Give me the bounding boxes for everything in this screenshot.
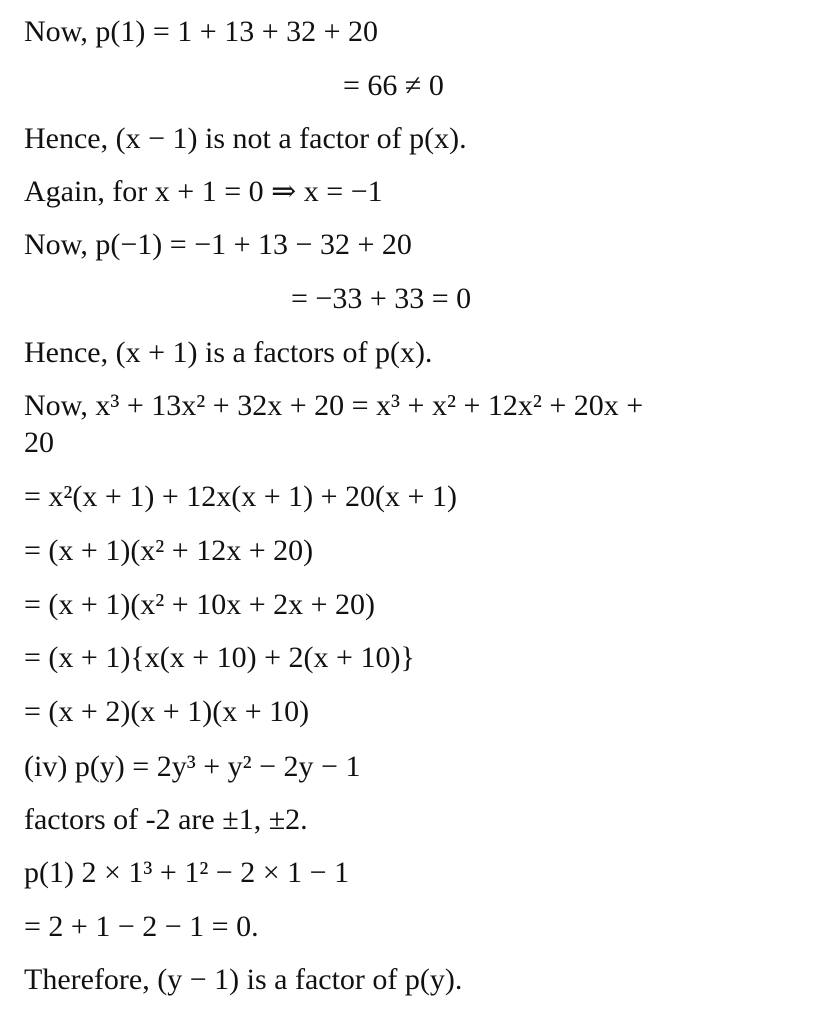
text-line-15: (iv) p(y) = 2y³ + y² − 2y − 1 — [24, 750, 361, 783]
text-line-7: Hence, (x + 1) is a factors of p(x). — [24, 336, 433, 369]
text-line-8: Now, x³ + 13x² + 32x + 20 = x³ + x² + 12x² + 20x + — [24, 389, 644, 422]
text-line-3: Hence, (x − 1) is not a factor of p(x). — [24, 122, 467, 155]
text-line-12: = (x + 1)(x² + 10x + 2x + 20) — [24, 588, 376, 621]
text-line-14: = (x + 2)(x + 1)(x + 10) — [24, 695, 310, 728]
text-line-13: = (x + 1){x(x + 10) + 2(x + 10)} — [24, 641, 415, 674]
text-line-19: Therefore, (y − 1) is a factor of p(y). — [24, 963, 463, 996]
text-line-17: p(1) 2 × 1³ + 1² − 2 × 1 − 1 — [24, 856, 350, 889]
text-line-6: = −33 + 33 = 0 — [291, 282, 472, 315]
text-line-11: = (x + 1)(x² + 12x + 20) — [24, 534, 314, 567]
text-line-10: = x²(x + 1) + 12x(x + 1) + 20(x + 1) — [24, 480, 457, 513]
text-line-2: = 66 ≠ 0 — [343, 69, 444, 102]
text-line-9: 20 — [24, 426, 54, 459]
text-line-4: Again, for x + 1 = 0 ⇒ x = −1 — [24, 175, 383, 208]
text-line-18: = 2 + 1 − 2 − 1 = 0. — [24, 910, 259, 943]
text-line-1: Now, p(1) = 1 + 13 + 32 + 20 — [24, 15, 379, 48]
text-line-5: Now, p(−1) = −1 + 13 − 32 + 20 — [24, 228, 412, 261]
text-line-16: factors of -2 are ±1, ±2. — [24, 803, 308, 836]
